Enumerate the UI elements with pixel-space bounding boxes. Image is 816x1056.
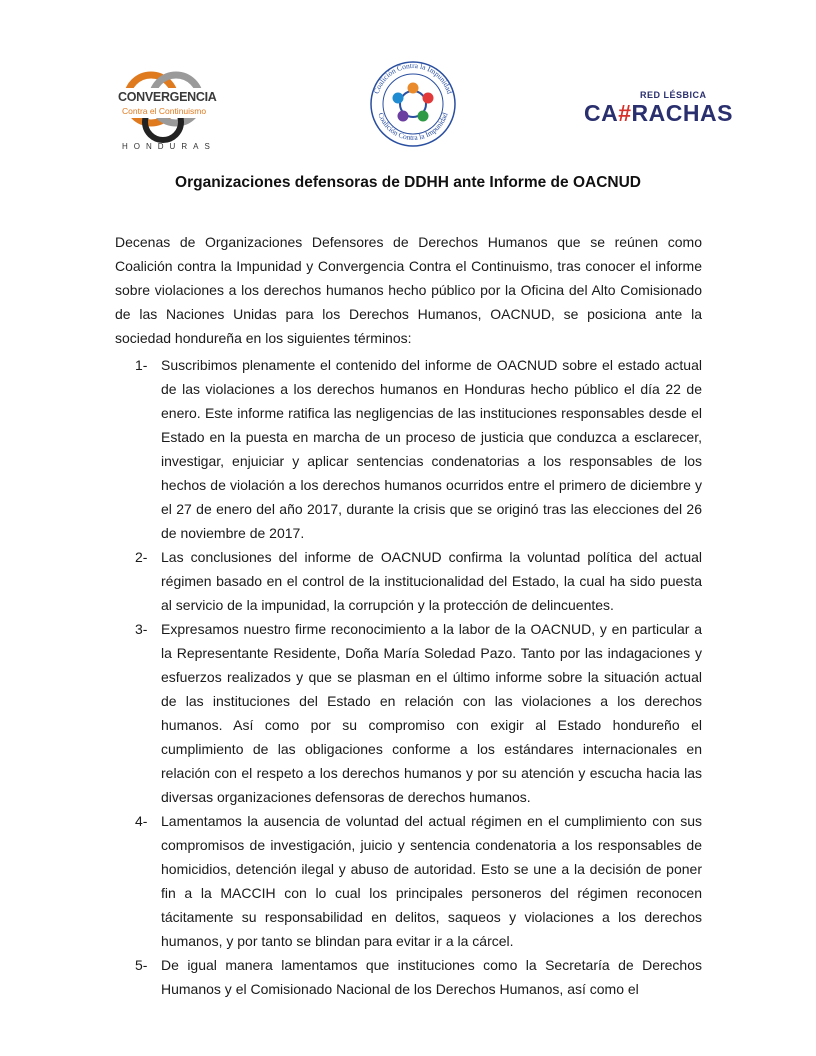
catrachas-prefix: RED LÉSBICA [640,90,707,100]
convergencia-tagline: Contra el Continuismo [122,106,207,116]
list-item-number: 1- [135,357,148,373]
list-item-number: 3- [135,621,148,637]
coalicion-emblem-icon [358,60,468,148]
list-item [115,545,702,617]
coalicion-ring-text-top: Coalición Contra la Impunidad [371,60,455,95]
list-item-number: 4- [135,813,148,829]
list-item-text: De igual manera lamentamos que instituciones como la Secretaría de Derechos Humanos y el Comisionado Nacional de los Derechos Humanos, así como el [161,957,702,997]
catrachas-part2: RACHAS [631,100,733,126]
list-item-text: Suscribimos plenamente el contenido del informe de OACNUD sobre el estado actual de las violaciones a los derechos humanos en Honduras hecho público el día 22 de enero. Este informe ratifica las negligencias de las instituciones responsables desde el Estado en la puesta en marcha de un proceso de justicia que conduzca a esclarecer, investigar, enjuiciar y aplicar sentencias condenatorias a los responsables de los hechos de violación a los derechos humanos ocurridos entre el primero de diciembre y el 27 de enero del año 2017, durante la crisis que se originó tras las elecciones del 26 de noviembre de 2017. [161,357,702,541]
list-item [115,809,702,953]
convergencia-name: CONVERGENCIA [118,90,217,104]
catrachas-wordmark [584,100,733,127]
convergencia-logo [118,66,218,152]
catrachas-part1: CA [584,100,619,126]
list-item [115,353,702,545]
list-item-text: Expresamos nuestro firme reconocimiento a la labor de la OACNUD, y en particular a la Representante Residente, Doña María Soledad Pazo. Tanto por las indagaciones y esfuerzos realizados y que se plasman en el último informe sobre la situación actual de las instituciones del Estado en relación con las violaciones a los derechos humanos. Así como por su compromiso con exigir al Estado hondureño el cumplimiento de las obligaciones conforme a los estándares internacionales en relación con el respeto a los derechos humanos y por su atención y escucha hacia las diversas organizaciones defensoras de derechos humanos. [161,621,702,805]
intro-paragraph: Decenas de Organizaciones Defensores de Derechos Humanos que se reúnen como Coalición contra la Impunidad y Convergencia Contra el Continuismo, tras conocer el informe sobre violaciones a los derechos humanos hecho público por la Oficina del Alto Comisionado de las Naciones Unidas para los Derechos Humanos, OACNUD, se posiciona ante la sociedad hondureña en los siguientes términos: [115,234,702,346]
catrachas-mark: # [618,100,632,126]
list-item [115,617,702,809]
catrachas-logo [580,86,745,130]
coalicion-logo [358,60,468,148]
numbered-list [115,353,702,1001]
list-item-text: Lamentamos la ausencia de voluntad del actual régimen en el cumplimiento con sus compromisos de investigación, juicio y sentencia condenatoria a los responsables de homicidios, detención ilegal y abuso de autoridad. Esto se une a la decisión de poner fin a la MACCIH con lo cual los principales personeros del régimen reconocen tácitamente su responsabilidad en delitos, saqueos y violaciones a los derechos humanos, y por tanto se blindan para evitar ir a la cárcel. [161,813,702,949]
coalicion-ring-text-bottom: Coalición Contra la Impunidad [376,111,450,143]
header-logos [0,60,816,155]
list-item-number: 5- [135,957,148,973]
document-title: Organizaciones defensoras de DDHH ante Informe de OACNUD [175,174,641,191]
convergencia-country: HONDURAS [122,142,216,151]
list-item [115,953,702,1001]
list-item-text: Las conclusiones del informe de OACNUD confirma la voluntad política del actual régimen basado en el control de la institucionalidad del Estado, la cual ha sido puesta al servicio de la impunidad, la corrupción y la protección de delincuentes. [161,549,702,613]
list-item-number: 2- [135,549,148,565]
